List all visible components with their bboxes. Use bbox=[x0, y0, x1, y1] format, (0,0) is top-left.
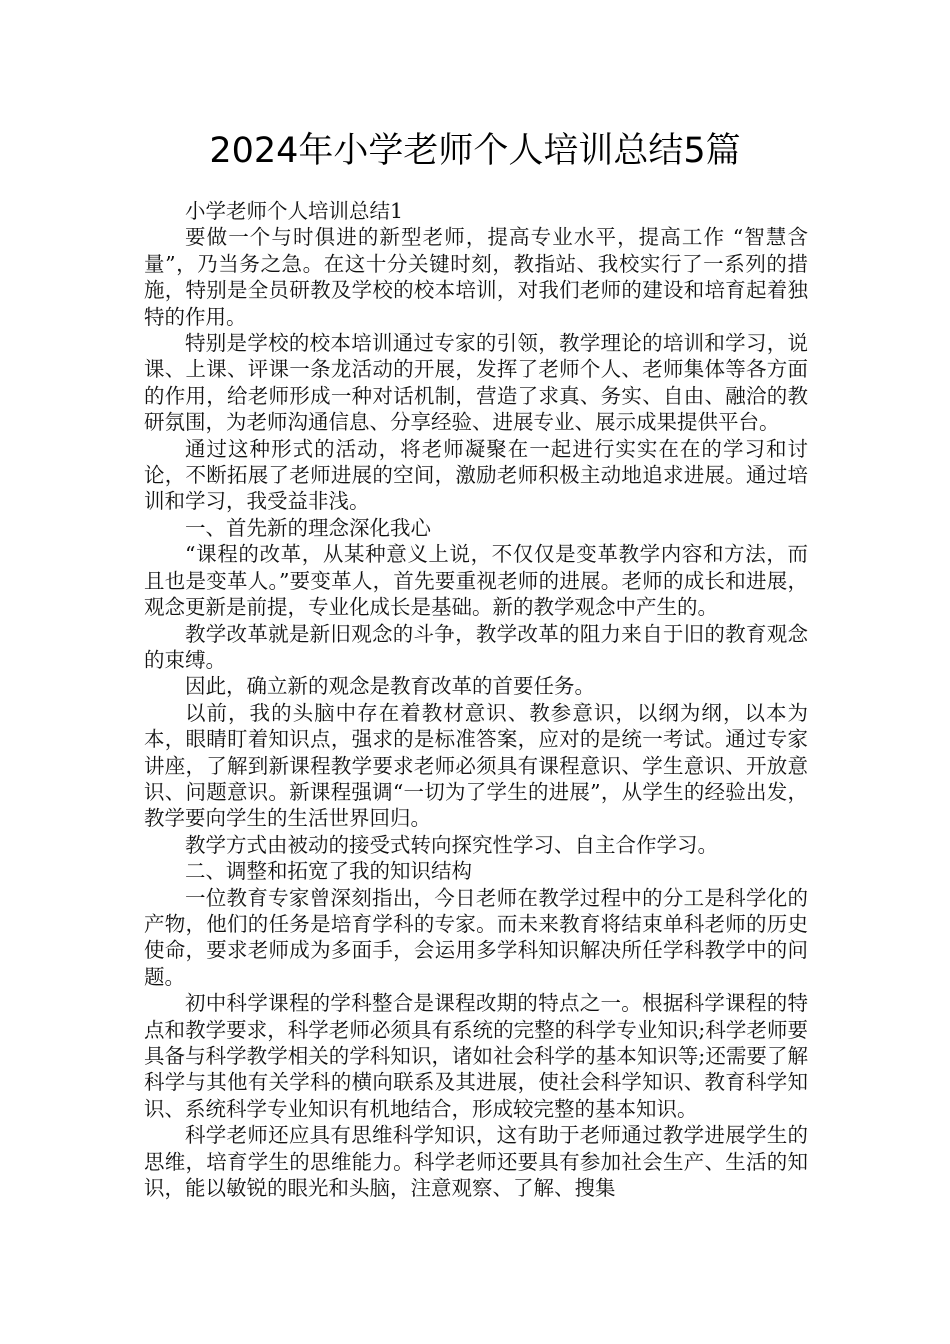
paragraph: 科学老师还应具有思维科学知识，这有助于老师通过教学进展学生的思维，培育学生的思维能力。科学老师还要具有参加社会生产、生活的知识，能以敏锐的眼光和头脑，注意观察、了解、搜集 bbox=[144, 1123, 808, 1201]
section-heading: 二、调整和拓宽了我的知识结构 bbox=[185, 859, 472, 884]
paragraph: 因此，确立新的观念是教育改革的首要任务。 bbox=[185, 674, 595, 699]
document-title: 2024年小学老师个人培训总结5篇 bbox=[209, 131, 741, 171]
paragraph: 要做一个与时俱进的新型老师，提高专业水平，提高工作 “智慧含量”，乃当务之急。在这十分关键时刻，教指站、我校实行了一系列的措施，特别是全员研教及学校的校本培训，对我们老师的建设和培育起着独特的作用。 bbox=[144, 225, 808, 329]
paragraph: 教学改革就是新旧观念的斗争，教学改革的阻力来自于旧的教育观念的束缚。 bbox=[144, 621, 808, 672]
paragraph: “课程的改革，从某种意义上说，不仅仅是变革教学内容和方法，而且也是变革人。”要变革人，首先要重视老师的进展。老师的成长和进展，观念更新是前提，专业化成长是基础。新的教学观念中产生的。 bbox=[144, 542, 808, 620]
document-body bbox=[144, 198, 808, 1201]
paragraph: 教学方式由被动的接受式转向探究性学习、自主合作学习。 bbox=[185, 832, 718, 857]
paragraph: 通过这种形式的活动，将老师凝聚在一起进行实实在在的学习和讨论，不断拓展了老师进展的空间，激励老师积极主动地追求进展。通过培训和学习，我受益非浅。 bbox=[144, 436, 808, 514]
paragraph: 一位教育专家曾深刻指出，今日老师在教学过程中的分工是科学化的产物，他们的任务是培育学科的专家。而未来教育将结束单科老师的历史使命，要求老师成为多面手，会运用多学科知识解决所任学科教学中的问题。 bbox=[144, 885, 808, 989]
section-heading: 小学老师个人培训总结1 bbox=[185, 199, 404, 223]
paragraph: 以前，我的头脑中存在着教材意识、教参意识，以纲为纲，以本为本，眼睛盯着知识点，强求的是标准答案，应对的是统一考试。通过专家讲座，了解到新课程教学要求老师必须具有课程意识、学生意识、开放意识、问题意识。新课程强调“一切为了学生的进展”，从学生的经验出发，教学要向学生的生活世界回归。 bbox=[144, 700, 808, 831]
section-heading: 一、首先新的理念深化我心 bbox=[185, 515, 431, 540]
paragraph: 初中科学课程的学科整合是课程改期的特点之一。根据科学课程的特点和教学要求，科学老师必须具有系统的完整的科学专业知识;科学老师要具备与科学教学相关的学科知识，诸如社会科学的基本知识等;还需要了解科学与其他有关学科的横向联系及其进展，使社会科学知识、教育科学知识、系统科学专业知识有机地结合，形成较完整的基本知识。 bbox=[144, 991, 808, 1121]
paragraph: 特别是学校的校本培训通过专家的引领，教学理论的培训和学习，说课、上课、评课一条龙活动的开展，发挥了老师个人、老师集体等各方面的作用，给老师形成一种对话机制，营造了求真、务实、自由、融洽的教研氛围，为老师沟通信息、分享经验、进展专业、展示成果提供平台。 bbox=[144, 331, 808, 435]
